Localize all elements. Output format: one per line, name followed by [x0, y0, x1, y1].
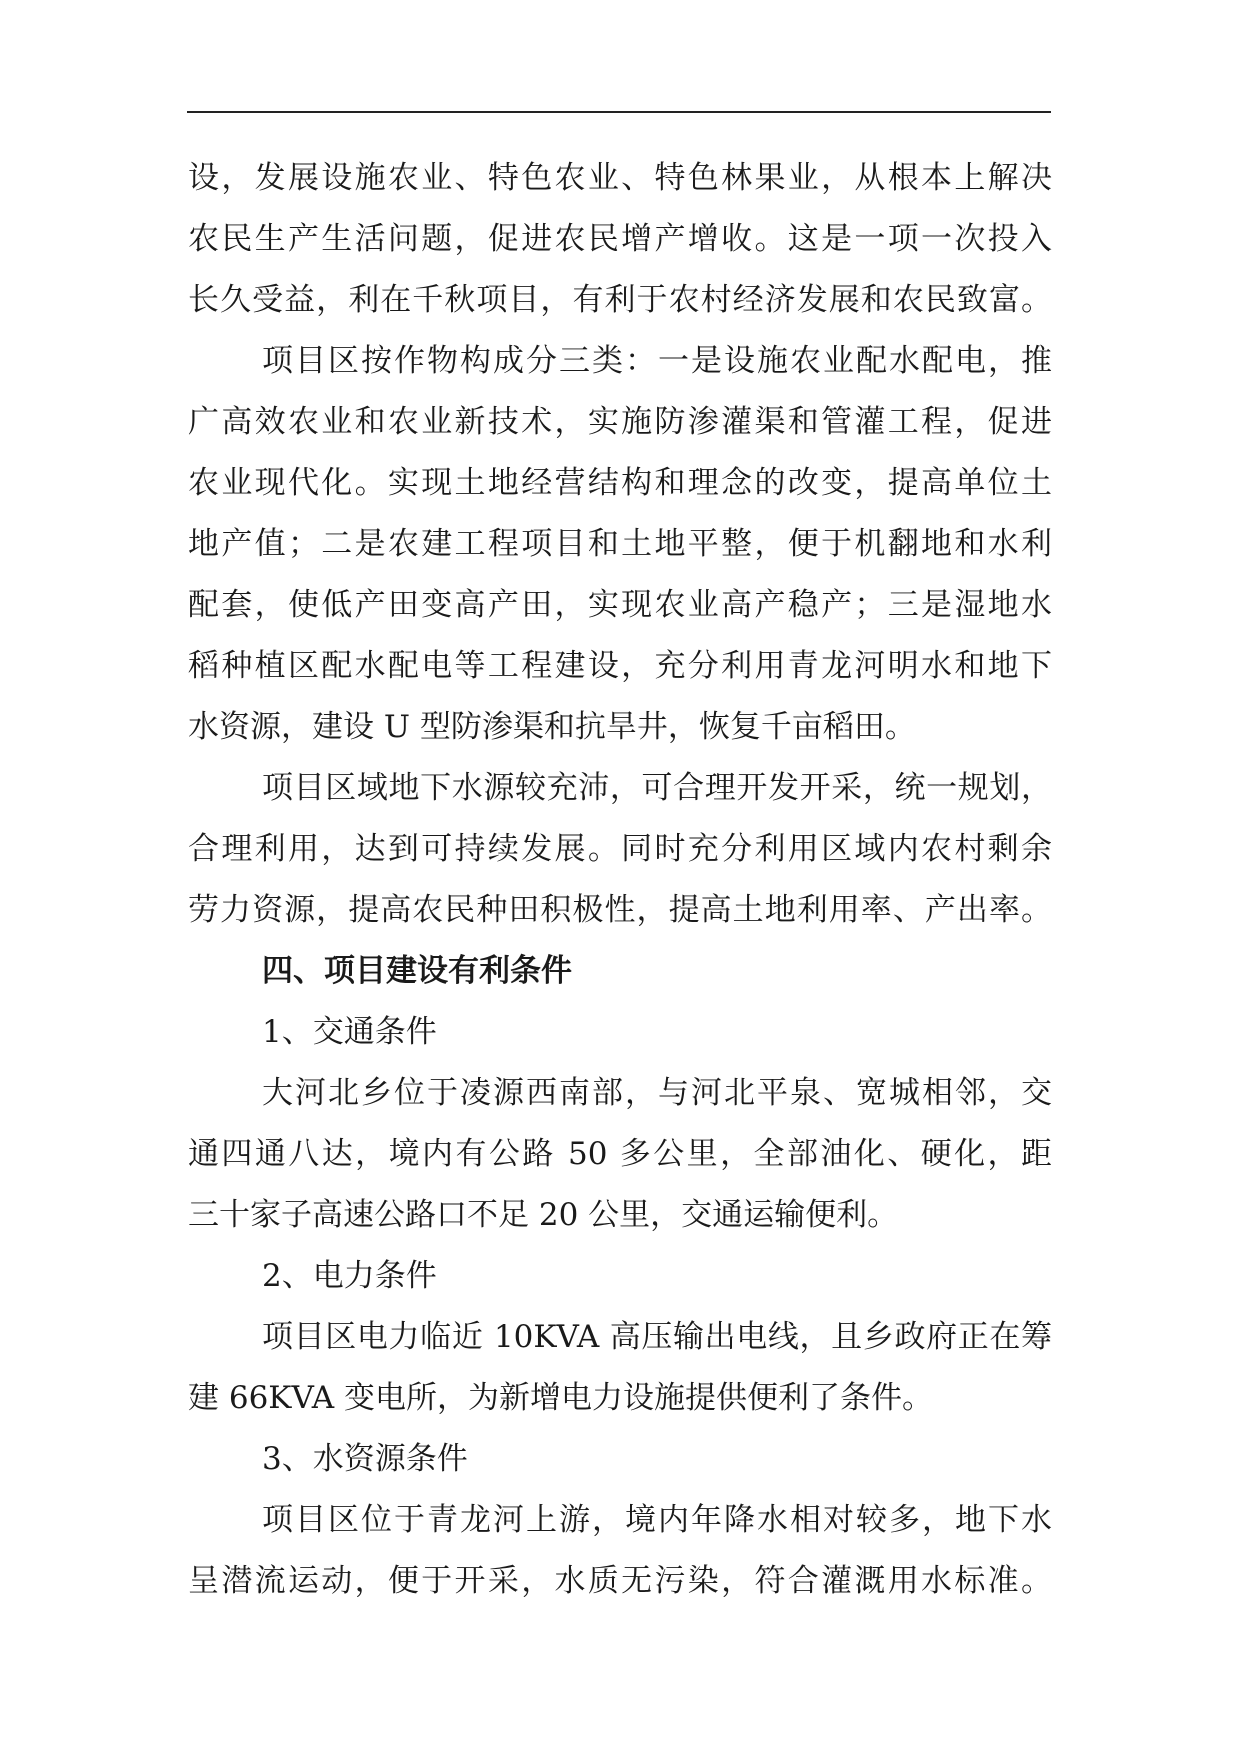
- subsection-heading: 1、交通条件: [262, 1014, 437, 1050]
- paragraph-line: 设，发展设施农业、特色农业、特色林果业，从根本上解决: [188, 160, 1052, 196]
- paragraph-line: 呈潜流运动，便于开采，水质无污染，符合灌溉用水标准。: [188, 1563, 1052, 1599]
- paragraph-line: 地产值；二是农建工程项目和土地平整，便于机翻地和水利: [188, 526, 1052, 562]
- paragraph-line: 项目区位于青龙河上游，境内年降水相对较多，地下水: [262, 1502, 1052, 1538]
- paragraph-line: 广高效农业和农业新技术，实施防渗灌渠和管灌工程，促进: [188, 404, 1052, 440]
- paragraph-line: 项目区域地下水源较充沛，可合理开发开采，统一规划，: [262, 770, 1052, 806]
- paragraph-line: 配套，使低产田变高产田，实现农业高产稳产；三是湿地水: [188, 587, 1052, 623]
- paragraph-line: 建 66KVA 变电所，为新增电力设施提供便利了条件。: [188, 1380, 933, 1416]
- document-body: [188, 148, 1052, 1612]
- paragraph-line: 劳力资源，提高农民种田积极性，提高土地利用率、产出率。: [188, 892, 1052, 928]
- paragraph-line: 长久受益，利在千秋项目，有利于农村经济发展和农民致富。: [188, 282, 1052, 318]
- paragraph-line: 通四通八达，境内有公路 50 多公里，全部油化、硬化，距: [188, 1136, 1052, 1172]
- header-rule: [187, 111, 1051, 113]
- paragraph-line: 大河北乡位于凌源西南部，与河北平泉、宽城相邻，交: [262, 1075, 1052, 1111]
- paragraph-line: 农业现代化。实现土地经营结构和理念的改变，提高单位土: [188, 465, 1052, 501]
- paragraph-line: 农民生产生活问题，促进农民增产增收。这是一项一次投入: [188, 221, 1052, 257]
- section-heading: 四、项目建设有利条件: [262, 953, 572, 989]
- subsection-heading: 3、水资源条件: [262, 1441, 468, 1477]
- paragraph-line: 项目区电力临近 10KVA 高压输出电线，且乡政府正在筹: [262, 1319, 1052, 1355]
- paragraph-line: 稻种植区配水配电等工程建设，充分利用青龙河明水和地下: [188, 648, 1052, 684]
- paragraph-line: 三十家子高速公路口不足 20 公里，交通运输便利。: [188, 1197, 899, 1233]
- paragraph-line: 合理利用，达到可持续发展。同时充分利用区域内农村剩余: [188, 831, 1052, 867]
- subsection-heading: 2、电力条件: [262, 1258, 437, 1294]
- paragraph-line: 水资源，建设 U 型防渗渠和抗旱井，恢复千亩稻田。: [188, 709, 916, 745]
- paragraph-line: 项目区按作物构成分三类：一是设施农业配水配电，推: [262, 343, 1052, 379]
